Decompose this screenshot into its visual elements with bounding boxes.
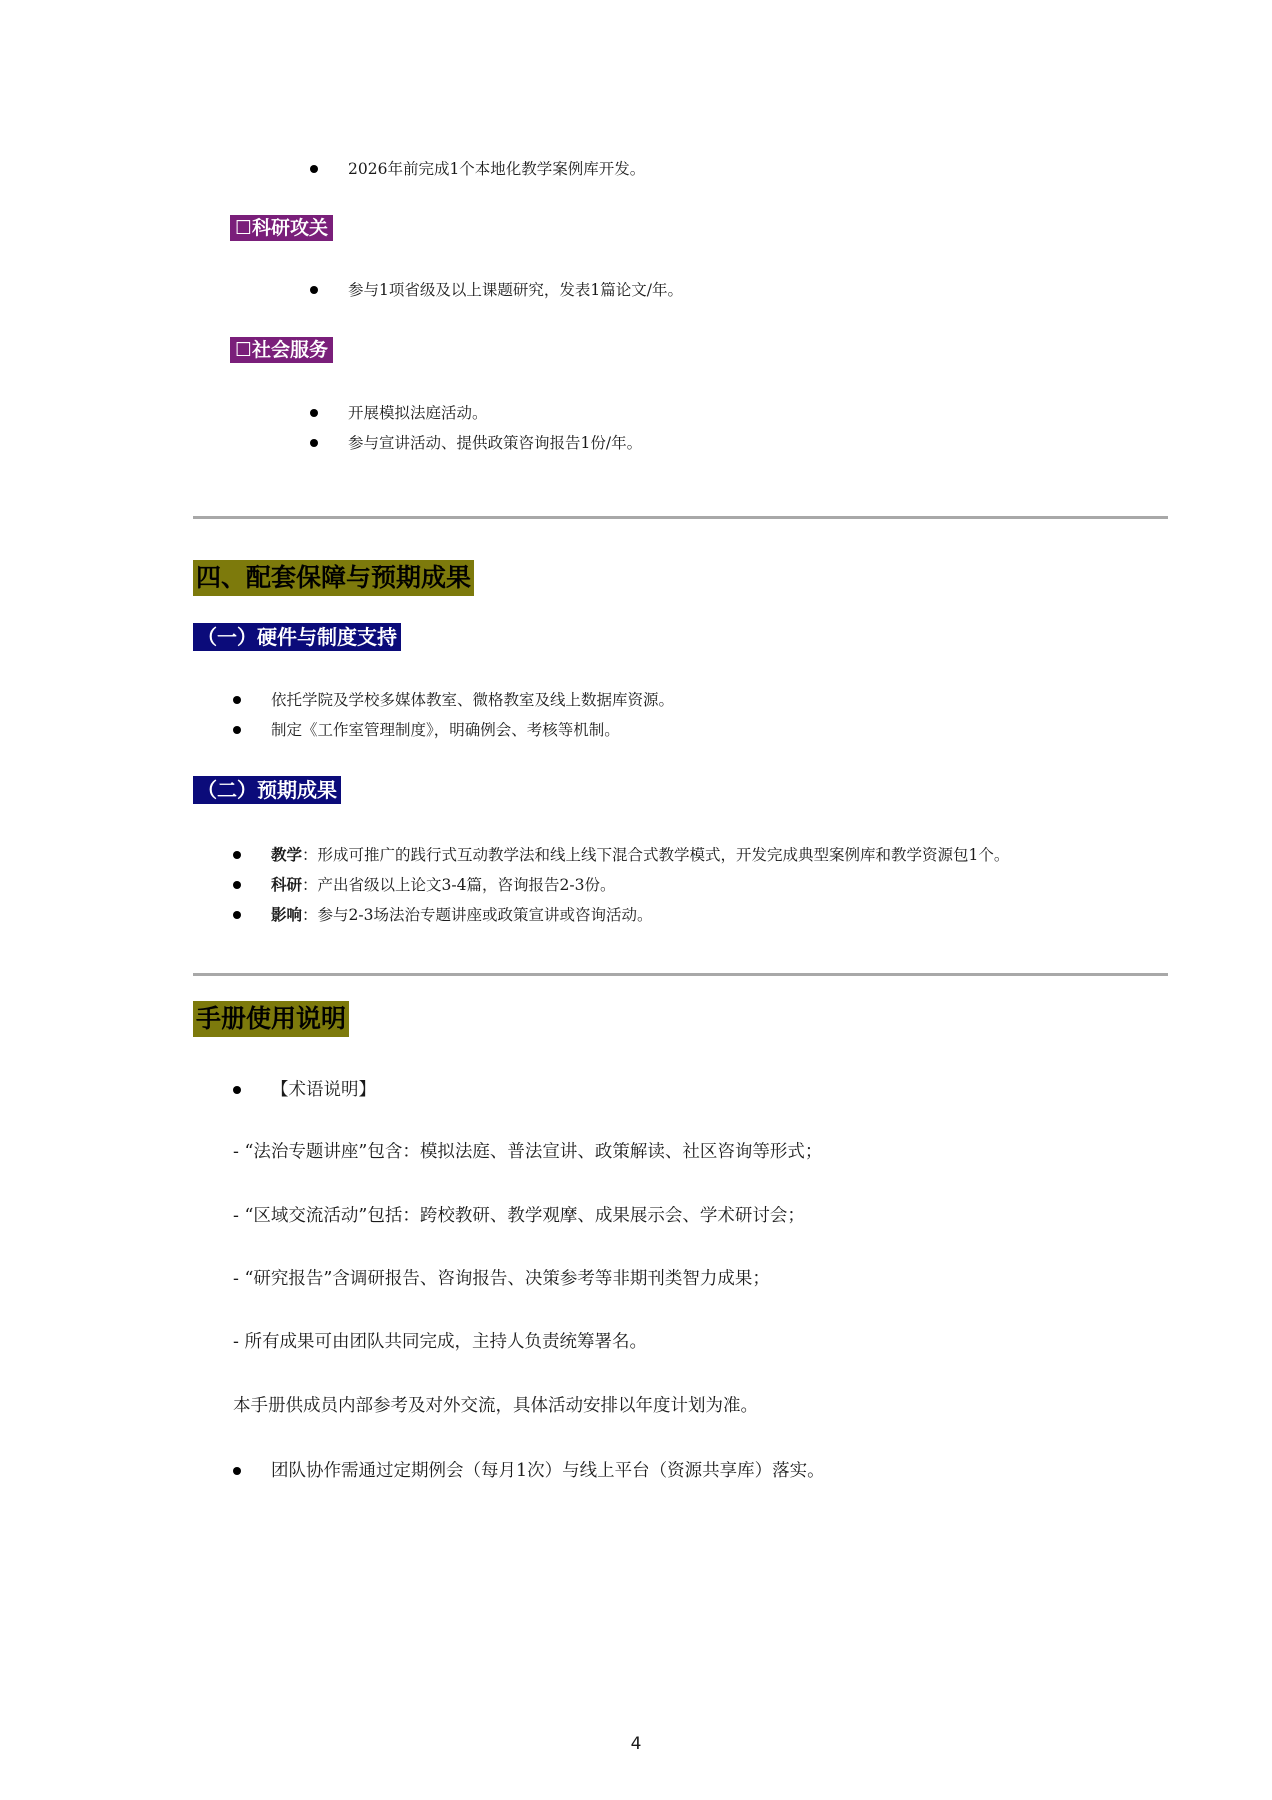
section-divider [193, 973, 1168, 976]
list-item: 开展模拟法庭活动。 [310, 398, 642, 428]
research-list [310, 275, 683, 305]
manual-heading: 手册使用说明 [193, 1001, 349, 1037]
outcome-key-research: 科研 [271, 876, 303, 894]
bullet-dot-icon [233, 1467, 241, 1475]
term-bullet-list [233, 1075, 376, 1105]
research-tag: ☐科研攻关 [230, 215, 333, 241]
list-item: 参与1项省级及以上课题研究，发表1篇论文/年。 [310, 275, 683, 305]
section-divider [193, 516, 1168, 519]
list-item: 团队协作需通过定期例会（每月1次）与线上平台（资源共享库）落实。 [233, 1456, 825, 1486]
list-item: 2026年前完成1个本地化教学案例库开发。 [310, 154, 645, 184]
page-number: 4 [630, 1734, 642, 1754]
list-item: 【术语说明】 [233, 1075, 376, 1105]
bullet-dot-icon [233, 911, 241, 919]
bullet-dot-icon [310, 409, 318, 417]
term-line: - “法治专题讲座”包含：模拟法庭、普法宣讲、政策解读、社区咨询等形式； [233, 1142, 823, 1162]
term-line: - “区域交流活动”包括：跨校教研、教学观摩、成果展示会、学术研讨会； [233, 1206, 805, 1226]
outcome-key-impact: 影响 [271, 906, 303, 924]
term-line: - “研究报告”含调研报告、咨询报告、决策参考等非期刊类智力成果； [233, 1269, 770, 1289]
bullet-dot-icon [233, 726, 241, 734]
section4-heading: 四、配套保障与预期成果 [193, 560, 474, 596]
manual-note: 本手册供成员内部参考及对外交流，具体活动安排以年度计划为准。 [233, 1396, 758, 1416]
list-item: 依托学院及学校多媒体教室、微格教室及线上数据库资源。 [233, 685, 674, 715]
outcome-key-teaching: 教学 [271, 846, 303, 864]
bullet-dot-icon [233, 851, 241, 859]
case-library-list [310, 154, 645, 184]
bullet-dot-icon [233, 696, 241, 704]
outcomes-list [233, 840, 1009, 930]
collaboration-list [233, 1456, 825, 1486]
list-item: 参与宣讲活动、提供政策咨询报告1份/年。 [310, 428, 642, 458]
list-item: 科研：产出省级以上论文3-4篇，咨询报告2-3份。 [233, 870, 1009, 900]
bullet-dot-icon [310, 439, 318, 447]
bullet-dot-icon [310, 286, 318, 294]
bullet-dot-icon [233, 1086, 241, 1094]
social-service-list [310, 398, 642, 458]
support-list [233, 685, 674, 745]
bullet-dot-icon [310, 165, 318, 173]
social-service-tag: ☐社会服务 [230, 337, 333, 363]
term-line: - 所有成果可由团队共同完成，主持人负责统筹署名。 [233, 1332, 647, 1352]
support-subheading: （一）硬件与制度支持 [193, 623, 401, 651]
list-item: 教学：形成可推广的践行式互动教学法和线上线下混合式教学模式，开发完成典型案例库和教学资源包1个。 [233, 840, 1009, 870]
list-item: 制定《工作室管理制度》，明确例会、考核等机制。 [233, 715, 674, 745]
list-item: 影响：参与2-3场法治专题讲座或政策宣讲或咨询活动。 [233, 900, 1009, 930]
outcomes-subheading: （二）预期成果 [193, 776, 341, 804]
bullet-dot-icon [233, 881, 241, 889]
